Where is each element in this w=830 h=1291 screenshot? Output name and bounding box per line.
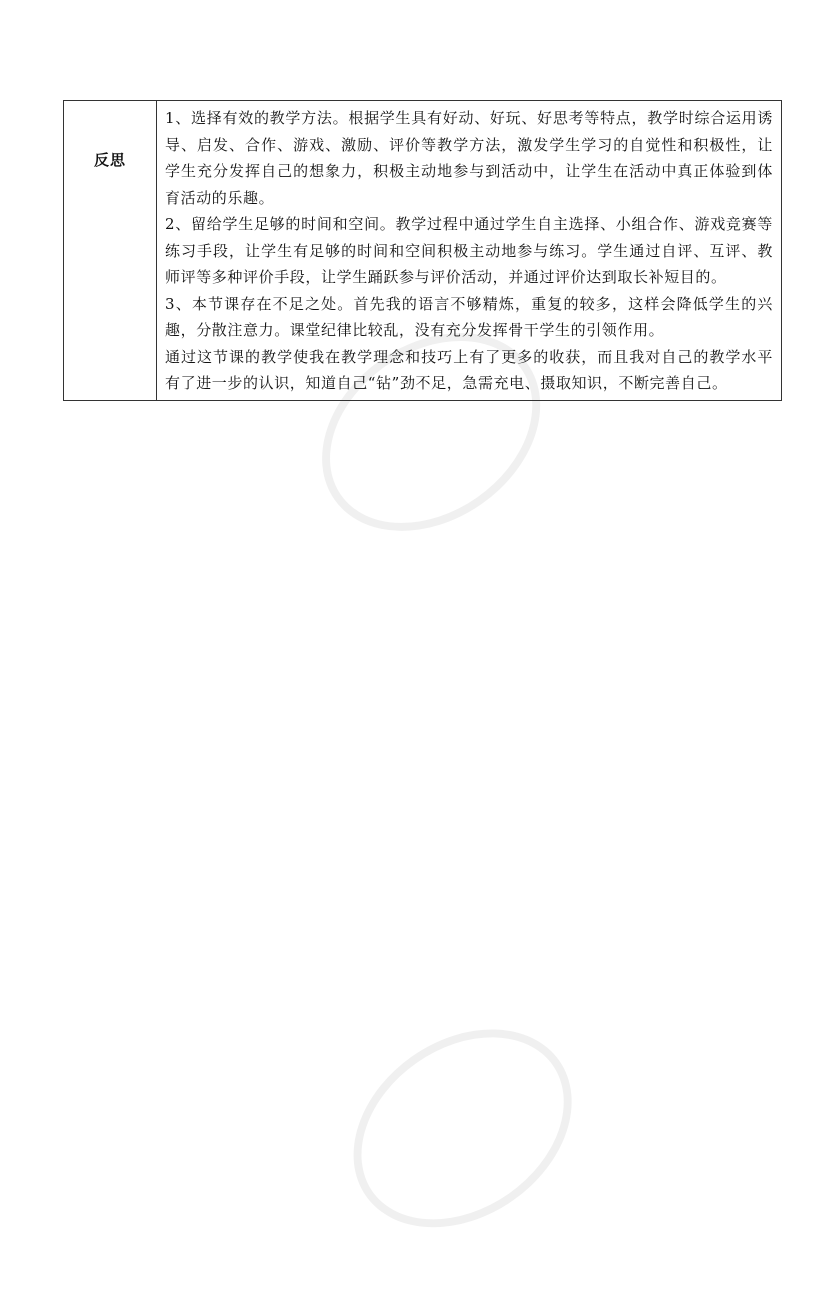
content-cell [157, 101, 782, 401]
paragraph: 3、本节课存在不足之处。首先我的语言不够精炼，重复的较多，这样会降低学生的兴趣，分散注意力。课堂纪律比较乱，没有充分发挥骨干学生的引领作用。 [165, 294, 773, 339]
row-label: 反思 [93, 151, 126, 169]
reflection-table [63, 100, 782, 401]
table-row [64, 101, 782, 401]
paragraph: 1、选择有效的教学方法。根据学生具有好动、好玩、好思考等特点，教学时综合运用诱导、启发、合作、游戏、激励、评价等教学方法，激发学生学习的自觉性和积极性，让学生充分发挥自己的想象力，积极主动地参与到活动中，让学生在活动中真正体验到体育活动的乐趣。 [165, 109, 773, 207]
watermark-logo [277, 967, 603, 1254]
label-cell [64, 101, 157, 401]
paragraph: 2、留给学生足够的时间和空间。教学过程中通过学生自主选择、小组合作、游戏竞赛等练习手段，让学生有足够的时间和空间积极主动地参与练习。学生通过自评、互评、教师评等多种评价手段，让学生踊跃参与评价活动，并通过评价达到取长补短目的。 [165, 215, 773, 286]
paragraph: 通过这节课的教学使我在教学理念和技巧上有了更多的收获，而且我对自己的教学水平有了进一步的认识，知道自己“钻”劲不足，急需充电、摄取知识，不断完善自己。 [165, 347, 773, 392]
